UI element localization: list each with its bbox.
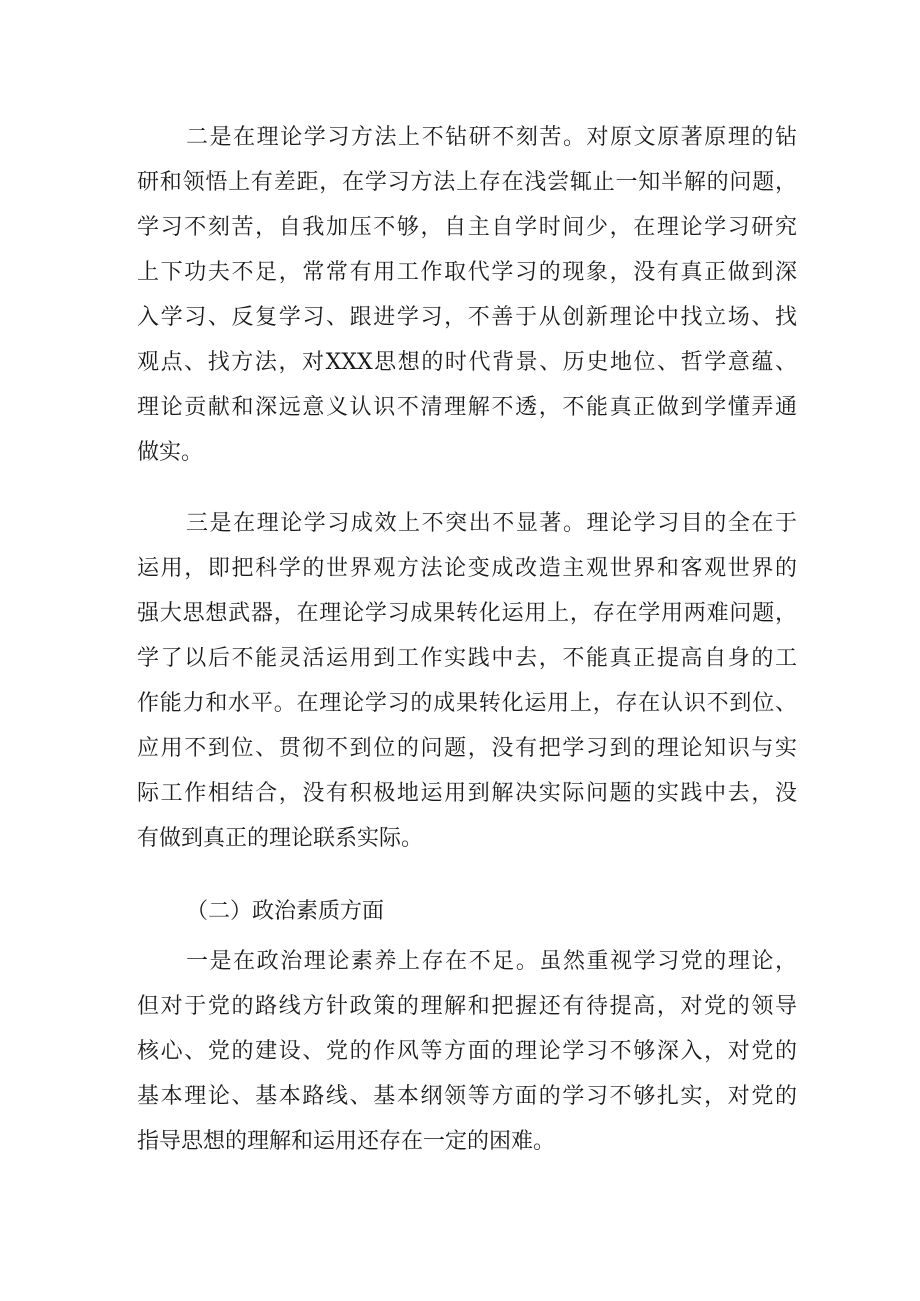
paragraph-3-line-5: 作能力和水平。在理论学习的成果转化运用上，存在认识不到位、 [137,691,797,716]
paragraph-3-line-4: 学了以后不能灵活运用到工作实践中去，不能真正提高自身的工 [137,646,797,671]
paragraph-4-line-4: 基本理论、基本路线、基本纲领等方面的学习不够扎实，对党的 [137,1084,797,1109]
paragraph-3-line-7: 际工作相结合，没有积极地运用到解决实际问题的实践中去，没 [137,781,797,806]
paragraph-4-line-3: 核心、党的建设、党的作风等方面的理论学习不够深入，对党的 [137,1039,797,1064]
paragraph-2-line-2: 研和领悟上有差距，在学习方法上存在浅尝辄止一知半解的问题， [137,170,797,195]
paragraph-3-line-6: 应用不到位、贯彻不到位的问题，没有把学习到的理论知识与实 [137,736,797,761]
paragraph-2-line-1: 二是在理论学习方法上不钻研不刻苦。对原文原著原理的钻 [186,125,797,150]
paragraph-4-line-5: 指导思想的理解和运用还存在一定的困难。 [137,1129,556,1154]
paragraph-4-line-1: 一是在政治理论素养上存在不足。虽然重视学习党的理论， [186,949,797,974]
paragraph-2-line-7: 理论贡献和深远意义认识不清理解不透，不能真正做到学懂弄通 [137,395,797,420]
paragraph-3-line-2: 运用，即把科学的世界观方法论变成改造主观世界和客观世界的 [137,556,797,581]
paragraph-3-line-1: 三是在理论学习成效上不突出不显著。理论学习目的全在于 [186,511,797,536]
paragraph-3-line-3: 强大思想武器，在理论学习成果转化运用上，存在学用两难问题， [137,601,797,626]
paragraph-2-line-3: 学习不刻苦，自我加压不够，自主自学时间少，在理论学习研究 [137,215,797,240]
paragraph-2-line-6: 观点、找方法，对XXX思想的时代背景、历史地位、哲学意蕴、 [137,350,797,375]
paragraph-2-line-4: 上下功夫不足，常常有用工作取代学习的现象，没有真正做到深 [137,260,797,285]
paragraph-3-line-8: 有做到真正的理论联系实际。 [137,826,424,851]
paragraph-2-line-8: 做实。 [137,440,204,465]
paragraph-4-line-2: 但对于党的路线方针政策的理解和把握还有待提高，对党的领导 [137,994,797,1019]
section-heading: （二）政治素质方面 [186,899,385,924]
paragraph-2-line-5: 入学习、反复学习、跟进学习，不善于从创新理论中找立场、找 [137,305,797,330]
